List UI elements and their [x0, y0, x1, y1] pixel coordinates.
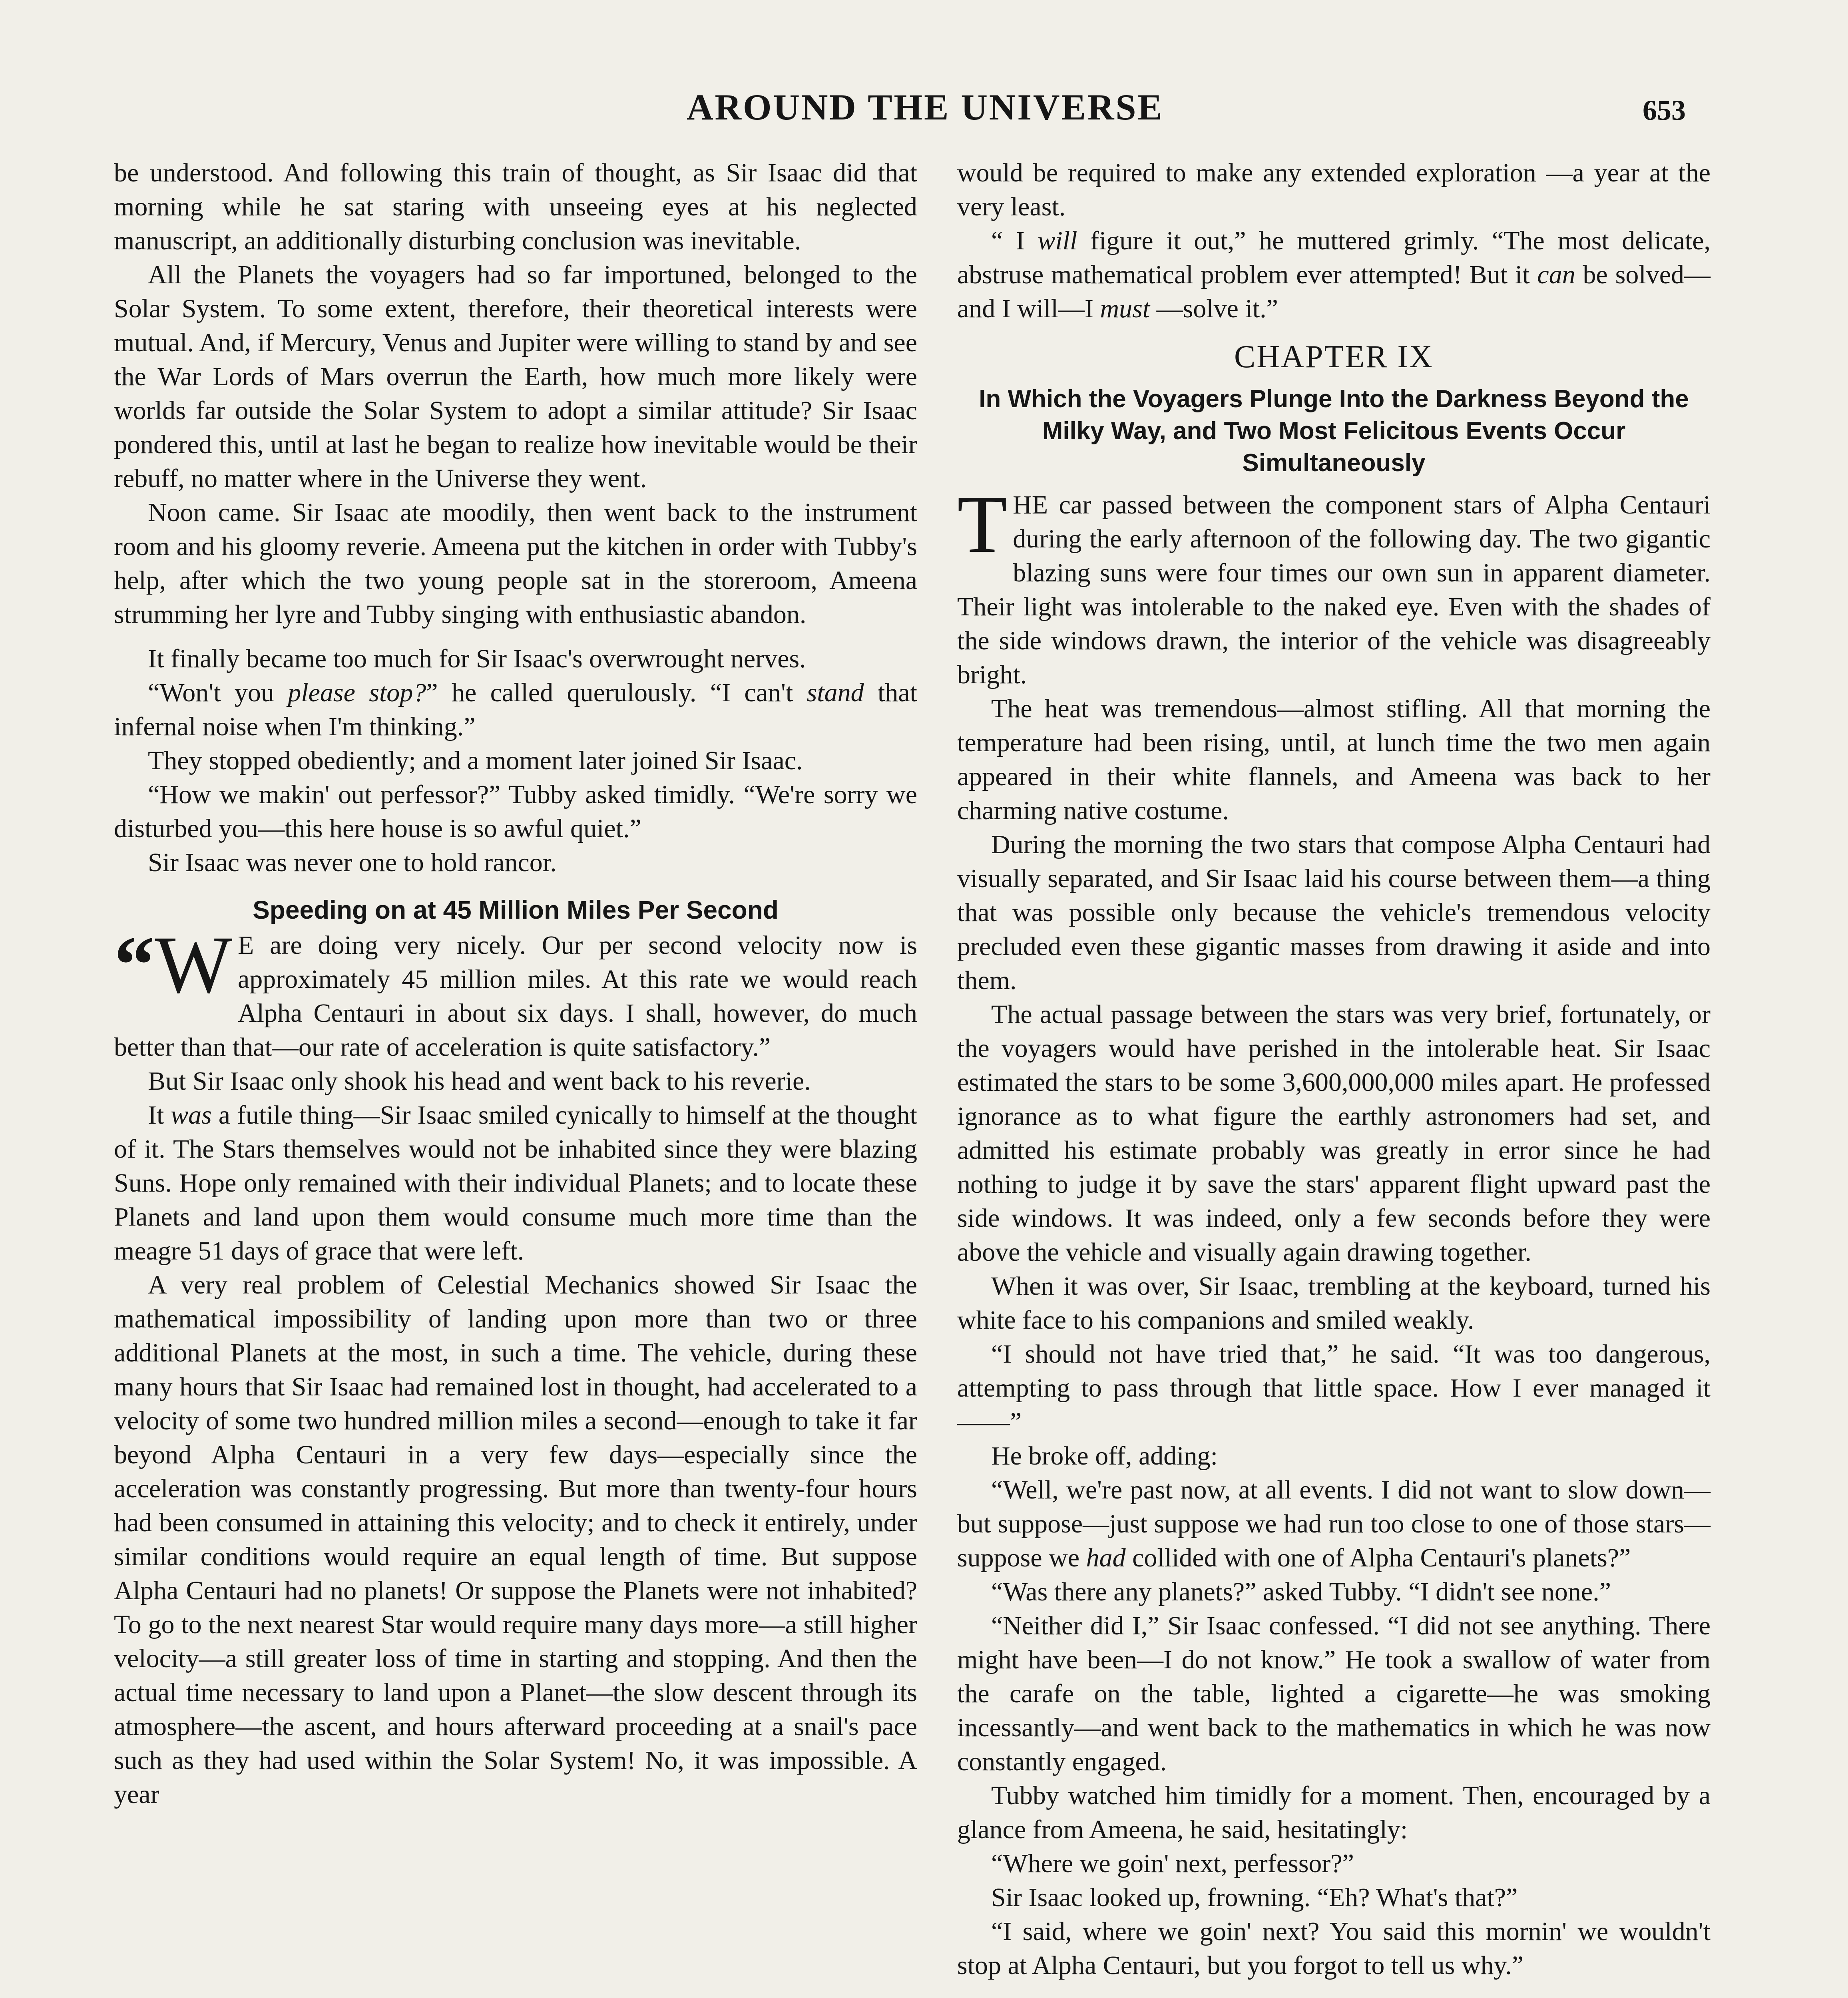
chapter-subtitle: In Which the Voyagers Plunge Into the Darkness Beyond the Milky Way, and Two Most Felicitous Events Occur Simultaneously	[979, 385, 1689, 477]
paragraph: Sir Isaac was never one to hold rancor.	[148, 848, 557, 877]
paragraph: A very real problem of Celestial Mechanics showed Sir Isaac the mathematical impossibility of landing upon more than two or three additional Planets at the most, in such a time. The vehicle, during these many hours that Sir Isaac had remained lost in thought, had accelerated to a velocity of some two hundred million miles a second—enough to take it far beyond Alpha Centauri in a very few days—especially since the acceleration was constantly progressing. But more than twenty-four hours had been consumed in attaining this velocity; and to check it entirely, under similar conditions would require an equal length of time. But suppose Alpha Centauri had no planets! Or suppose the Planets were not inhabited? To go to the next nearest Star would require many days more—a still higher velocity—a still greater loss of time in starting and stopping. And then the actual time necessary to land upon a Planet—the slow descent through its atmosphere—the ascent, and hours afterward proceeding at a snail's pace such as they had used within the Solar System! No, it was impossible. A year	[114, 1270, 917, 1809]
paragraph: It finally became too much for Sir Isaac's overwrought nerves.	[148, 644, 806, 673]
paragraph-drop-cap: “W E are doing very nicely. Our per second velocity now is approximately 45 million miles. At this rate we would reach Alpha Centauri in about six days. I shall, however, do much better than that—our rate of acceleration is quite satisfactory.”	[114, 919, 917, 1062]
page-number: 653	[1643, 94, 1686, 126]
running-title: AROUND THE UNIVERSE	[687, 87, 1164, 127]
paragraph: would be required to make any extended exploration —a year at the very least.	[957, 158, 1711, 221]
paragraph: “I should not have tried that,” he said. “It was too dangerous, attempting to pass through that little space. How I ever managed it——”	[957, 1339, 1711, 1437]
left-column	[114, 156, 917, 1811]
paragraph: The heat was tremendous—almost stifling. All that morning the temperature had been rising, until, at lunch time the two men again appeared in their white flannels, and Ameena was back to her charming native costume.	[957, 694, 1711, 825]
section-subheading: Speeding on at 45 Million Miles Per Second	[253, 896, 779, 924]
paragraph: be understood. And following this train of thought, as Sir Isaac did that morning while he sat staring with unseeing eyes at his neglected manuscript, an additionally disturbing conclusion was inevitable.	[114, 158, 917, 255]
right-column	[957, 156, 1711, 1982]
paragraph: “I said, where we goin' next? You said this mornin' we wouldn't stop at Alpha Centauri, but you forgot to tell us why.”	[957, 1917, 1711, 1980]
paragraph: But Sir Isaac only shook his head and went back to his reverie.	[148, 1067, 811, 1096]
paragraph: Sir Isaac looked up, frowning. “Eh? What's that?”	[991, 1883, 1518, 1912]
paragraph: “Won't you please stop?” he called querulously. “I can't stand that infernal noise when I'm thinking.”	[114, 678, 917, 741]
paragraph: All the Planets the voyagers had so far importuned, belonged to the Solar System. To some extent, therefore, their theoretical interests were mutual. And, if Mercury, Venus and Jupiter were willing to stand by and see the War Lords of Mars overrun the Earth, how much more likely were worlds far outside the Solar System to adopt a similar attitude? Sir Isaac pondered this, until at last he began to realize how inevitable would be their rebuff, no matter where in the Universe they went.	[114, 260, 917, 493]
paragraph: Noon came. Sir Isaac ate moodily, then went back to the instrument room and his gloomy reverie. Ameena put the kitchen in order with Tubby's help, after which the two young people sat in the storeroom, Ameena strumming her lyre and Tubby singing with enthusiastic abandon.	[114, 498, 917, 629]
paragraph: “Was there any planets?” asked Tubby. “I didn't see none.”	[991, 1577, 1611, 1606]
paragraph-drop-cap: THE car passed between the component stars of Alpha Centauri during the early afternoon of the following day. The two gigantic blazing suns were four times our own sun in apparent diameter. Their light was intolerable to the naked eye. Even with the shades of the side windows drawn, the interior of the vehicle was disagreeably bright.	[957, 479, 1711, 689]
paragraph: They stopped obediently; and a moment later joined Sir Isaac.	[148, 746, 803, 775]
paragraph: It was a futile thing—Sir Isaac smiled cynically to himself at the thought of it. The Stars themselves would not be inhabited since they were blazing Suns. Hope only remained with their individual Planets; and to locate these Planets and land upon them would consume much more time than the meagre 51 days of grace that were left.	[114, 1100, 917, 1266]
drop-cap: “W	[114, 919, 232, 1010]
paragraph: “How we makin' out perfessor?” Tubby asked timidly. “We're sorry we disturbed you—this here house is so awful quiet.”	[114, 780, 917, 843]
paragraph: Tubby watched him timidly for a moment. Then, encouraged by a glance from Ameena, he said, hesitatingly:	[957, 1781, 1711, 1844]
paragraph: “Where we goin' next, perfessor?”	[991, 1849, 1354, 1878]
paragraph: When it was over, Sir Isaac, trembling at the keyboard, turned his white face to his companions and smiled weakly.	[957, 1272, 1711, 1335]
paragraph: He broke off, adding:	[991, 1441, 1218, 1471]
paragraph: “Well, we're past now, at all events. I did not want to slow down—but suppose—just suppose we had run too close to one of those stars—suppose we had collided with one of Alpha Centauri's planets?”	[957, 1475, 1711, 1572]
paragraph: “Neither did I,” Sir Isaac confessed. “I did not see anything. There might have been—I do not know.” He took a swallow of water from the carafe on the table, lighted a cigarette—he was smoking incessantly—and went back to the mathematics in which he was now constantly engaged.	[957, 1611, 1711, 1776]
chapter-title: CHAPTER IX	[1234, 339, 1434, 374]
drop-cap: T	[957, 479, 1008, 570]
paragraph: “ I will figure it out,” he muttered grimly. “The most delicate, abstruse mathematical problem ever attempted! But it can be solved—and I will—I must —solve it.”	[957, 226, 1711, 323]
paragraph: The actual passage between the stars was very brief, fortunately, or the voyagers would have perished in the intolerable heat. Sir Isaac estimated the stars to be some 3,600,000,000 miles apart. He professed ignorance as to what figure the earthly astronomers had set, and admitted his estimate probably was greatly in error since he had nothing to judge it by save the stars' apparent flight upward past the side windows. It was indeed, only a few seconds before they were above the vehicle and visually again drawing together.	[957, 1000, 1711, 1267]
paragraph: During the morning the two stars that compose Alpha Centauri had visually separated, and Sir Isaac laid his course between them—a thing that was possible only because the vehicle's tremendous velocity precluded even these gigantic masses from drawing it aside and into them.	[957, 830, 1711, 995]
